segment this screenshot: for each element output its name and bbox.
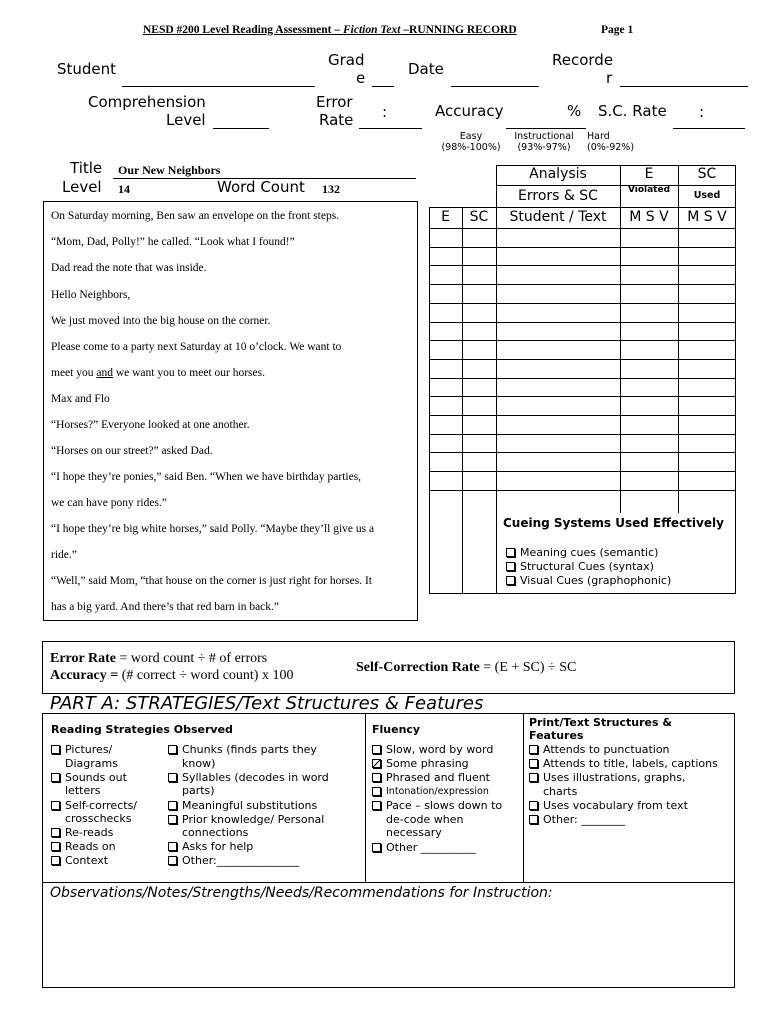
level-value: 14	[118, 182, 130, 196]
accuracy-formula-text: (# correct ÷ word count) x 100	[118, 668, 294, 683]
sc-rate-formula	[356, 660, 576, 676]
page-header	[0, 24, 770, 40]
level-easy	[438, 131, 504, 153]
checkbox-icon[interactable]	[168, 842, 177, 851]
error-rate-field[interactable]	[359, 128, 422, 129]
story-line: “Horses?” Everyone looked at one another.	[51, 419, 250, 431]
analysis-entry-row[interactable]	[429, 265, 736, 284]
form-title-part1: NESD #200 Level Reading Assessment –	[143, 24, 343, 36]
cueing-item-graphophonic[interactable]	[506, 574, 671, 588]
checkbox-icon[interactable]	[372, 745, 381, 754]
story-line: Max and Flo	[51, 393, 110, 405]
analysis-label: Analysis	[529, 166, 587, 182]
print-text-item-label: Uses vocabulary from text	[543, 799, 688, 812]
story-line: meet you and we want you to meet our horses.	[51, 367, 265, 379]
analysis-entry-row[interactable]	[429, 247, 736, 266]
level-instructional	[508, 131, 580, 153]
analysis-entry-row[interactable]	[429, 378, 736, 397]
story-line: “I hope they’re big white horses,” said Polly. “Maybe they’ll give us a	[51, 523, 375, 535]
print-text-item[interactable]	[529, 771, 685, 798]
strategy-item-label: Self-corrects/ crosschecks	[65, 798, 137, 826]
strategy-item[interactable]	[51, 743, 118, 770]
recorder-label-1: Recorde	[552, 51, 614, 69]
fluency-item-label: Slow, word by word	[386, 743, 494, 756]
accuracy-formula	[50, 668, 293, 684]
analysis-e-label: E	[644, 166, 654, 182]
strategy-item-label: Sounds out letters	[65, 770, 127, 798]
cueing-title: Cueing Systems Used Effectively	[503, 516, 724, 530]
strategy-item[interactable]	[168, 743, 317, 770]
checkbox-icon[interactable]	[51, 842, 60, 851]
analysis-entry-row[interactable]	[429, 340, 736, 359]
level-label: Level	[62, 178, 102, 196]
analysis-entry-row[interactable]	[429, 303, 736, 322]
strategy-item-label: Re-reads	[65, 826, 114, 840]
story-line: ride.”	[51, 549, 77, 561]
cueing-item-label: Visual Cues (graphophonic)	[520, 574, 672, 587]
fluency-heading: Fluency	[372, 723, 421, 736]
strategy-item-label: Prior knowledge/ Personal connections	[182, 812, 325, 839]
print-text-item[interactable]	[529, 743, 670, 757]
sc-rate-colon: :	[699, 103, 705, 121]
student-label: Student	[57, 60, 117, 78]
col-student-text-header: Student / Text	[509, 209, 607, 225]
part-a-title: PART A: STRATEGIES/Text Structures & Features	[50, 693, 484, 714]
error-rate-formula	[50, 651, 267, 667]
grade-field[interactable]	[372, 86, 394, 87]
checkbox-icon[interactable]	[506, 548, 515, 557]
form-title-part3: –RUNNING RECORD	[400, 24, 517, 36]
errors-sc-label: Errors & SC	[518, 188, 598, 204]
story-line: “Mom, Dad, Polly!” he called. “Look what I found!”	[51, 236, 295, 248]
strategy-item[interactable]	[168, 840, 253, 854]
story-line: We just moved into the big house on the corner.	[51, 315, 271, 327]
checkbox-icon[interactable]	[51, 773, 60, 782]
recorder-field[interactable]	[620, 86, 748, 87]
strategy-item[interactable]	[51, 799, 137, 826]
story-line: Please come to a party next Saturday at 10 o’clock. We want to	[51, 341, 342, 353]
checkbox-icon[interactable]	[372, 773, 381, 782]
date-label: Date	[408, 60, 444, 78]
page-number: Page 1	[601, 24, 634, 36]
level-instructional-range: (93%-97%)	[517, 142, 571, 153]
sc-rate-field[interactable]	[673, 128, 745, 129]
reading-strategies-heading: Reading Strategies Observed	[51, 723, 233, 736]
strategy-item[interactable]	[168, 854, 299, 868]
level-hard-range: (0%-92%)	[587, 142, 635, 153]
level-instructional-name: Instructional	[514, 131, 574, 142]
analysis-header-divider	[496, 185, 736, 186]
story-line: “Horses on our street?” asked Dad.	[51, 445, 213, 457]
error-rate-label-1: Error	[316, 93, 353, 111]
checkbox-icon[interactable]	[51, 745, 60, 754]
used-label: Used	[693, 190, 721, 201]
strategy-item[interactable]	[51, 854, 108, 868]
accuracy-field[interactable]	[506, 128, 586, 129]
observations-title: Observations/Notes/Strengths/Needs/Recommendations for Instruction:	[50, 885, 553, 901]
cueing-item-semantic[interactable]	[506, 546, 658, 560]
checkbox-icon[interactable]	[506, 576, 515, 585]
checkbox-icon[interactable]	[372, 759, 381, 768]
checkbox-icon[interactable]	[168, 856, 177, 865]
formula-box	[42, 641, 735, 694]
strategies-box	[42, 713, 735, 883]
print-text-item-label: Attends to title, labels, captions	[543, 757, 718, 770]
cueing-item-label: Structural Cues (syntax)	[520, 560, 654, 573]
strategy-item[interactable]	[168, 771, 329, 798]
checkbox-icon[interactable]	[372, 801, 381, 810]
print-text-item[interactable]	[529, 813, 625, 827]
cueing-item-syntax[interactable]	[506, 560, 654, 574]
analysis-entry-row[interactable]	[429, 434, 736, 453]
story-line: has a big yard. And there’s that red barn in back.”	[51, 601, 280, 613]
strategy-item-label: Reads on	[65, 840, 116, 854]
fluency-item-label: Other __________	[386, 841, 476, 854]
error-rate-label-2: Rate	[319, 111, 354, 129]
observations-box[interactable]	[42, 882, 735, 988]
violated-label: Violated	[627, 185, 671, 195]
checkbox-icon[interactable]	[51, 801, 60, 810]
level-hard	[587, 131, 643, 153]
analysis-entry-row[interactable]	[429, 471, 736, 490]
story-line: “I hope they’re ponies,” said Ben. “When we have birthday parties,	[51, 471, 362, 483]
story-line: we can have pony rides.”	[51, 497, 167, 509]
strategy-item-label: Asks for help	[182, 840, 254, 854]
col-sc-header: SC	[469, 209, 489, 225]
error-rate-formula-label: Error Rate	[50, 651, 116, 666]
word-count-label: Word Count	[217, 178, 305, 196]
checkbox-icon[interactable]	[529, 745, 538, 754]
checkbox-icon[interactable]	[51, 828, 60, 837]
fluency-item-label: Some phrasing	[386, 757, 469, 770]
strategy-item-label: Syllables (decodes in word parts)	[182, 770, 329, 798]
percent-sign: %	[567, 102, 582, 120]
title-label: Title	[70, 159, 103, 177]
checkbox-icon[interactable]	[168, 745, 177, 754]
checkbox-icon[interactable]	[168, 801, 177, 810]
fluency-item-label: Phrased and fluent	[386, 771, 490, 784]
strategy-item-label: Meaningful substitutions	[182, 798, 318, 812]
underlined-word: and	[96, 367, 113, 379]
checkbox-icon[interactable]	[372, 787, 381, 796]
accuracy-label: Accuracy	[435, 102, 504, 120]
student-field[interactable]	[122, 86, 315, 87]
fluency-item[interactable]	[372, 785, 489, 799]
strategy-item[interactable]	[51, 771, 127, 798]
checkbox-icon[interactable]	[529, 801, 538, 810]
checkbox-icon[interactable]	[529, 759, 538, 768]
analysis-entry-row[interactable]	[429, 452, 736, 471]
story-line: Hello Neighbors,	[51, 289, 131, 301]
error-rate-formula-text: = word count ÷ # of errors	[115, 651, 268, 666]
recorder-label-2: r	[606, 69, 613, 87]
checkbox-icon[interactable]	[529, 773, 538, 782]
comprehension-field[interactable]	[213, 128, 269, 129]
print-text-heading: Print/Text Structures & Features	[529, 716, 672, 742]
analysis-row-line	[429, 490, 736, 491]
checkbox-icon[interactable]	[168, 773, 177, 782]
level-hard-name: Hard	[587, 131, 610, 142]
analysis-entry-row[interactable]	[429, 396, 736, 415]
print-text-item-label: Attends to punctuation	[543, 743, 670, 756]
story-line: On Saturday morning, Ben saw an envelope on the front steps.	[51, 210, 340, 222]
date-field[interactable]	[451, 86, 539, 87]
strategies-divider	[523, 714, 524, 882]
accuracy-formula-label: Accuracy =	[50, 668, 119, 683]
analysis-entry-row[interactable]	[429, 284, 736, 303]
fluency-item-label: Intonation/expression	[386, 786, 489, 797]
print-text-item-label: Other: ________	[543, 813, 626, 826]
analysis-entry-row[interactable]	[429, 359, 736, 378]
level-easy-name: Easy	[459, 131, 483, 142]
analysis-entry-row[interactable]	[429, 415, 736, 434]
analysis-entry-row[interactable]	[429, 322, 736, 341]
col-e-header: E	[441, 209, 450, 225]
col-msv-used-header: M S V	[687, 209, 727, 225]
form-title	[143, 24, 517, 36]
comprehension-label-1: Comprehension	[88, 93, 206, 111]
print-text-item[interactable]	[529, 757, 718, 771]
fluency-item[interactable]	[372, 799, 502, 840]
checkbox-icon[interactable]	[506, 562, 515, 571]
checkbox-icon[interactable]	[51, 856, 60, 865]
strategy-item[interactable]	[168, 799, 317, 813]
strategy-item-label: Other:_______________	[182, 854, 300, 868]
strategy-item-label: Context	[65, 854, 109, 868]
checkbox-icon[interactable]	[529, 815, 538, 824]
sc-rate-formula-text: = (E + SC) ÷ SC	[479, 660, 577, 675]
print-text-item-label: Uses illustrations, graphs, charts	[543, 771, 686, 798]
analysis-sc-label: SC	[697, 166, 717, 182]
grade-label-1: Grad	[328, 51, 365, 69]
word-count-value: 132	[322, 182, 340, 196]
strategy-item[interactable]	[51, 840, 116, 854]
fluency-item[interactable]	[372, 757, 469, 771]
error-rate-colon: :	[382, 103, 388, 121]
fluency-item[interactable]	[372, 743, 493, 757]
sc-rate-label: S.C. Rate	[598, 102, 667, 120]
story-line: “Well,” said Mom, “that house on the corner is just right for horses. It	[51, 575, 373, 587]
strategy-item-label: Pictures/ Diagrams	[65, 743, 118, 770]
story-line: Dad read the note that was inside.	[51, 262, 207, 274]
col-msv-violated-header: M S V	[629, 209, 669, 225]
fluency-item[interactable]	[372, 841, 476, 855]
cueing-item-label: Meaning cues (semantic)	[520, 546, 659, 559]
comprehension-label-2: Level	[166, 111, 206, 129]
level-easy-range: (98%-100%)	[441, 142, 501, 153]
sc-rate-formula-label: Self-Correction Rate	[356, 660, 480, 675]
title-value: Our New Neighbors	[118, 163, 221, 177]
strategies-divider	[365, 714, 366, 882]
fluency-item-label: Pace – slows down to de-code when necessary	[386, 799, 503, 839]
grade-label-2: e	[356, 69, 366, 87]
story-text-box	[43, 201, 418, 621]
form-title-part2: Fiction Text	[342, 24, 401, 36]
strategy-item[interactable]	[51, 826, 113, 840]
analysis-entry-row[interactable]	[429, 228, 736, 247]
strategy-item-label: Chunks (finds parts they know)	[182, 743, 317, 770]
fluency-item[interactable]	[372, 771, 490, 785]
checkbox-icon[interactable]	[168, 815, 177, 824]
strategy-item[interactable]	[168, 813, 324, 840]
checkbox-icon[interactable]	[372, 843, 381, 852]
print-text-item[interactable]	[529, 799, 688, 813]
